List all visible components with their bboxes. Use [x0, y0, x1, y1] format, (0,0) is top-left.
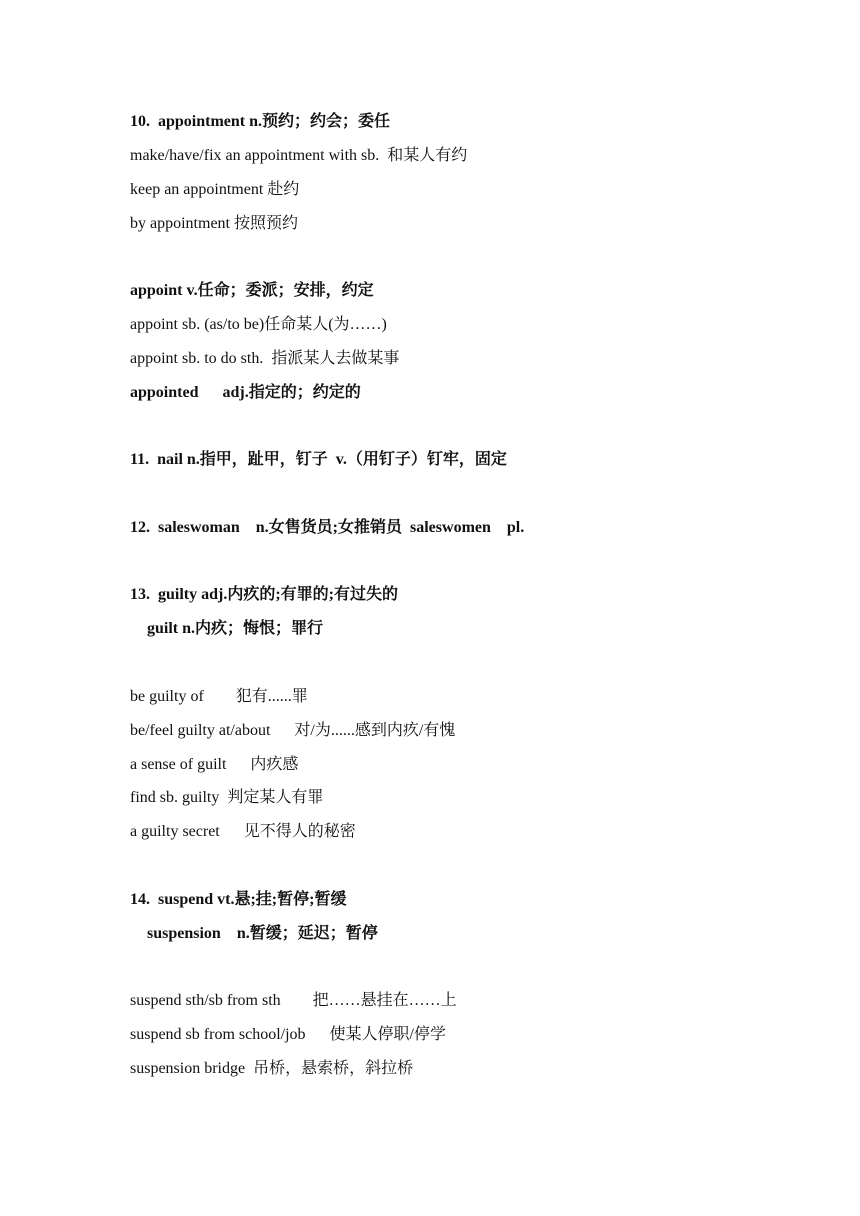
phrase-line: a guilty secret 见不得人的秘密	[130, 823, 356, 840]
phrase-line: by appointment 按照预约	[130, 215, 298, 232]
entry-12-heading: 12. saleswoman n.女售货员;女推销员 saleswomen pl.	[130, 519, 525, 536]
entry-14-heading: 14. suspend vt.悬;挂;暂停;暂缓	[130, 891, 347, 908]
phrase-line: make/have/fix an appointment with sb. 和某人有约	[130, 147, 468, 164]
phrase-line: suspend sb from school/job 使某人停职/停学	[130, 1026, 446, 1043]
phrase-line: be guilty of 犯有......罪	[130, 688, 308, 705]
entry-10-heading: 10. appointment n.预约；约会；委任	[130, 113, 391, 130]
phrase-line: keep an appointment 赴约	[130, 181, 300, 198]
phrase-line: appoint sb. to do sth. 指派某人去做某事	[130, 350, 400, 367]
guilt-heading: guilt n.内疚；悔恨；罪行	[147, 620, 324, 637]
phrase-line: suspend sth/sb from sth 把……悬挂在……上	[130, 992, 457, 1009]
entry-13-heading: 13. guilty adj.内疚的;有罪的;有过失的	[130, 586, 399, 603]
entry-11-heading: 11. nail n.指甲，趾甲，钉子 v.（用钉子）钉牢，固定	[130, 451, 507, 468]
appointed-heading: appointed adj.指定的；约定的	[130, 384, 361, 401]
phrase-line: a sense of guilt 内疚感	[130, 756, 299, 773]
suspension-heading: suspension n.暂缓；延迟；暂停	[147, 925, 378, 942]
phrase-line: be/feel guilty at/about 对/为......感到内疚/有愧	[130, 722, 456, 739]
phrase-line: find sb. guilty 判定某人有罪	[130, 789, 324, 806]
appoint-heading: appoint v.任命；委派；安排，约定	[130, 282, 374, 299]
phrase-line: appoint sb. (as/to be)任命某人(为……)	[130, 316, 387, 333]
phrase-line: suspension bridge 吊桥，悬索桥，斜拉桥	[130, 1060, 414, 1077]
